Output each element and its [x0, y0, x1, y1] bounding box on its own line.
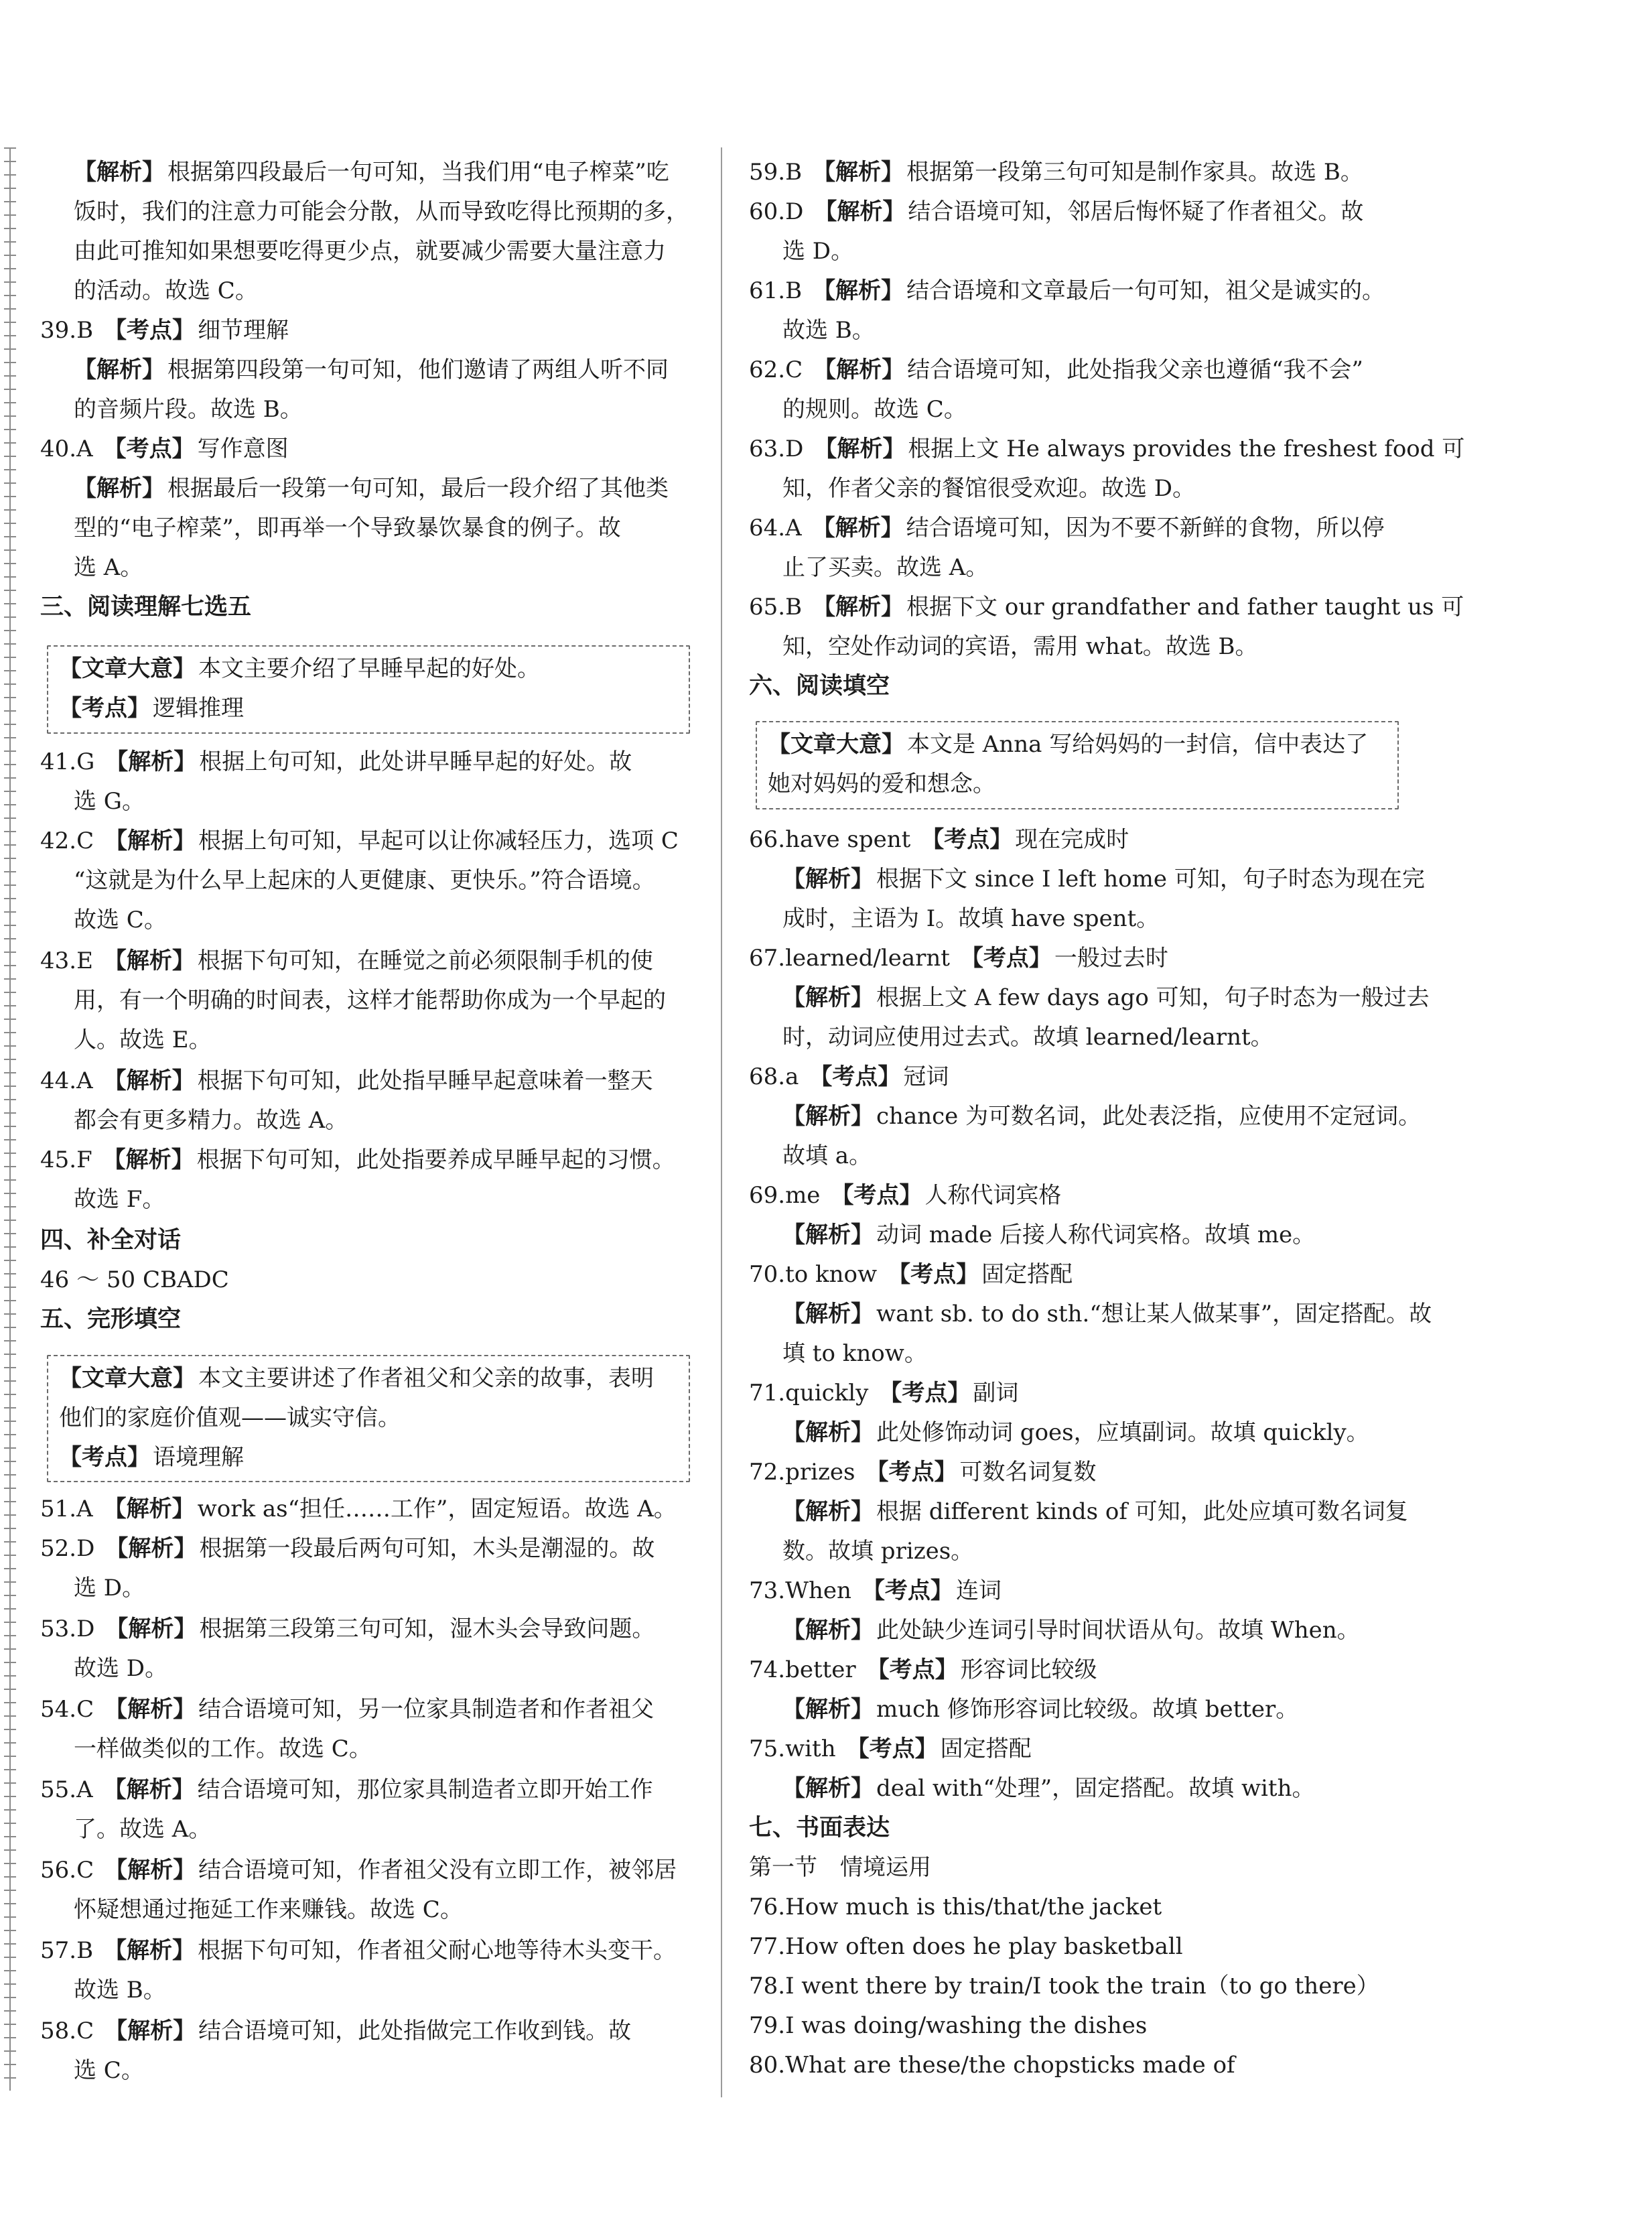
- question-60: 60.D 【解析】 结合语境可知，邻居后悔怀疑了作者祖父。故: [749, 198, 1364, 225]
- question-63: 63.D 【解析】 根据上文 He always provides the freshest food 可: [749, 436, 1465, 462]
- text-line: 填 to know。: [782, 1340, 927, 1367]
- margin-tick: [4, 952, 16, 953]
- margin-tick: [4, 1782, 16, 1784]
- question-74: 74.better 【考点】 形容词比较级: [749, 1656, 1097, 1683]
- margin-tick: [4, 1045, 16, 1047]
- margin-tick: [4, 1246, 16, 1248]
- question-58: 58.C 【解析】 结合语境可知，此处指做完工作收到钱。故: [40, 2018, 632, 2044]
- text-line: 怀疑想通过拖延工作来赚钱。故选 C。: [74, 1896, 463, 1923]
- text-line: 【解析】 根据上文 A few days ago 可知，句子时态为一般过去: [782, 984, 1430, 1011]
- text-line: 选 C。: [74, 2057, 144, 2084]
- text-line: 【解析】 much 修饰形容词比较级。故填 better。: [782, 1696, 1299, 1723]
- margin-tick: [4, 1689, 16, 1690]
- margin-tick: [4, 2037, 16, 2038]
- margin-tick: [4, 657, 16, 658]
- margin-tick: [4, 1220, 16, 1221]
- text-line: 人。故选 E。: [74, 1027, 212, 1053]
- text-line: 饭时，我们的注意力可能会分散，从而导致吃得比预期的多，: [74, 198, 689, 225]
- text-line: 知，空处作动词的宾语，需用 what。故选 B。: [782, 633, 1258, 660]
- margin-tick: [4, 1380, 16, 1382]
- margin-tick: [4, 1568, 16, 1569]
- margin-tick: [4, 965, 16, 966]
- margin-tick: [4, 1930, 16, 1931]
- margin-tick: [4, 1622, 16, 1623]
- margin-tick: [4, 817, 16, 819]
- text-line: 【解析】 此处缺少连词引导时间状语从句。故填 When。: [782, 1617, 1360, 1644]
- margin-tick: [4, 1139, 16, 1140]
- margin-tick: [4, 1943, 16, 1945]
- margin-tick: [4, 1702, 16, 1703]
- margin-tick: [4, 1300, 16, 1301]
- margin-tick: [4, 375, 16, 377]
- margin-tick: [4, 509, 16, 511]
- margin-tick: [4, 724, 16, 725]
- margin-tick: [4, 1863, 16, 1864]
- margin-tick: [4, 1273, 16, 1274]
- summary-box: [47, 1355, 690, 1482]
- margin-tick: [4, 1099, 16, 1100]
- question-52: 52.D 【解析】 根据第一段最后两句可知，木头是潮湿的。故: [40, 1535, 655, 1562]
- margin-tick: [4, 174, 16, 176]
- margin-tick: [4, 1849, 16, 1851]
- margin-tick: [4, 1434, 16, 1435]
- margin-tick: [4, 670, 16, 671]
- margin-tick: [4, 456, 16, 457]
- margin-tick: [4, 616, 16, 618]
- margin-tick: [4, 322, 16, 323]
- question-70: 70.to know 【考点】 固定搭配: [749, 1261, 1073, 1288]
- summary-box: [47, 645, 690, 734]
- margin-tick: [4, 442, 16, 444]
- margin-tick: [4, 750, 16, 752]
- text-line: 【解析】 此处修饰动词 goes，应填副词。故填 quickly。: [782, 1419, 1369, 1446]
- text-line: 她对妈妈的爱和想念。: [768, 771, 995, 797]
- question-59: 59.B 【解析】 根据第一段第三句可知是制作家具。故选 B。: [749, 159, 1363, 186]
- margin-tick: [4, 884, 16, 886]
- margin-tick: [4, 683, 16, 685]
- text-line: “这就是为什么早上起床的人更健康、更快乐。”符合语境。: [74, 867, 655, 894]
- text-line: 【解析】 根据下文 since I left home 可知，句子时态为现在完: [782, 866, 1425, 893]
- margin-tick: [4, 791, 16, 792]
- margin-tick: [4, 697, 16, 698]
- margin-tick: [4, 415, 16, 417]
- margin-tick: [4, 549, 16, 551]
- margin-tick: [4, 871, 16, 872]
- subsection-heading: 第一节 情境运用: [749, 1854, 931, 1881]
- margin-tick: [4, 2064, 16, 2065]
- margin-tick: [4, 831, 16, 832]
- margin-tick: [4, 1086, 16, 1087]
- answer-80: 80.What are these/the chopsticks made of: [749, 2052, 1235, 2079]
- margin-tick: [4, 764, 16, 765]
- margin-tick: [4, 523, 16, 524]
- margin-tick: [4, 214, 16, 216]
- margin-tick: [4, 1742, 16, 1744]
- question-55: 55.A 【解析】 结合语境可知，那位家具制造者立即开始工作: [40, 1776, 653, 1803]
- margin-tick: [4, 1501, 16, 1502]
- text-line: 【考点】 语境理解: [59, 1444, 244, 1471]
- margin-tick: [4, 563, 16, 564]
- question-75: 75.with 【考点】 固定搭配: [749, 1735, 1032, 1762]
- margin-tick: [4, 1313, 16, 1315]
- margin-tick: [4, 1608, 16, 1610]
- margin-tick: [4, 1769, 16, 1770]
- margin-tick: [4, 1179, 16, 1181]
- margin-tick: [4, 1474, 16, 1476]
- text-line: 知，作者父亲的餐馆很受欢迎。故选 D。: [782, 475, 1196, 502]
- margin-tick: [4, 188, 16, 189]
- margin-tick: [4, 1032, 16, 1033]
- margin-tick: [4, 1809, 16, 1811]
- margin-tick: [4, 1112, 16, 1114]
- text-line: 故选 B。: [782, 317, 875, 344]
- text-line: 时，动词应使用过去式。故填 learned/learnt。: [782, 1024, 1274, 1051]
- margin-tick: [4, 1327, 16, 1328]
- text-line: 【解析】 deal with“处理”，固定搭配。故填 with。: [782, 1775, 1315, 1802]
- text-line: 【解析】 根据第四段第一句可知，他们邀请了两组人听不同: [74, 356, 669, 383]
- margin-tick: [4, 1407, 16, 1408]
- margin-tick: [4, 1354, 16, 1355]
- text-line: 【文章大意】 本文是 Anna 写给妈妈的一封信，信中表达了: [768, 731, 1369, 758]
- question-68: 68.a 【考点】 冠词: [749, 1063, 949, 1090]
- margin-tick: [4, 1193, 16, 1194]
- question-41: 41.G 【解析】 根据上句可知，此处讲早睡早起的好处。故: [40, 748, 632, 775]
- text-line: 故填 a。: [782, 1142, 872, 1169]
- text-line: 【解析】 chance 为可数名词，此处表泛指，应使用不定冠词。: [782, 1103, 1422, 1130]
- answer-76: 76.How much is this/that/the jacket: [749, 1894, 1162, 1920]
- margin-tick: [4, 1581, 16, 1583]
- margin-tick: [4, 1729, 16, 1730]
- question-73: 73.When 【考点】 连词: [749, 1577, 1002, 1604]
- margin-tick: [4, 295, 16, 296]
- margin-tick: [4, 1260, 16, 1261]
- margin-tick: [4, 241, 16, 243]
- margin-tick: [4, 1675, 16, 1677]
- margin-tick: [4, 1206, 16, 1207]
- margin-tick: [4, 1555, 16, 1556]
- margin-tick: [4, 938, 16, 939]
- margin-tick: [4, 1662, 16, 1663]
- margin-tick: [4, 429, 16, 430]
- text-line: 【文章大意】 本文主要介绍了早睡早起的好处。: [59, 655, 540, 682]
- margin-tick: [4, 737, 16, 738]
- question-53: 53.D 【解析】 根据第三段第三句可知，湿木头会导致问题。: [40, 1616, 655, 1642]
- margin-tick: [4, 389, 16, 390]
- question-67: 67.learned/learnt 【考点】 一般过去时: [749, 945, 1168, 972]
- text-line: 【文章大意】 本文主要讲述了作者祖父和父亲的故事，表明: [59, 1365, 654, 1392]
- margin-tick: [4, 911, 16, 913]
- margin-tick: [4, 147, 16, 149]
- binding-margin-ticks: [4, 147, 16, 2091]
- margin-tick: [4, 898, 16, 899]
- margin-tick: [4, 590, 16, 591]
- margin-tick: [4, 281, 16, 283]
- text-line: 选 G。: [74, 788, 145, 815]
- text-line: 【解析】 根据最后一段第一句可知，最后一段介绍了其他类: [74, 475, 669, 502]
- margin-tick: [4, 1233, 16, 1234]
- margin-tick: [4, 1648, 16, 1650]
- text-line: 他们的家庭价值观——诚实守信。: [59, 1404, 401, 1431]
- margin-tick: [4, 603, 16, 604]
- margin-tick: [4, 1997, 16, 1998]
- section-heading: 七、书面表达: [749, 1815, 890, 1841]
- margin-tick: [4, 844, 16, 846]
- text-line: 选 A。: [74, 554, 143, 581]
- text-line: 【解析】 根据第四段最后一句可知，当我们用“电子榨菜”吃: [74, 159, 669, 186]
- margin-tick: [4, 2010, 16, 2012]
- margin-tick: [4, 1970, 16, 1971]
- text-line: 都会有更多精力。故选 A。: [74, 1107, 348, 1134]
- question-57: 57.B 【解析】 根据下句可知，作者祖父耐心地等待木头变干。: [40, 1937, 677, 1964]
- question-45: 45.F 【解析】 根据下句可知，此处指要养成早睡早起的习惯。: [40, 1146, 675, 1173]
- margin-tick: [4, 1421, 16, 1422]
- margin-tick: [4, 1823, 16, 1824]
- text-line: 的活动。故选 C。: [74, 277, 258, 304]
- margin-tick: [4, 335, 16, 336]
- margin-tick: [4, 1635, 16, 1636]
- margin-tick: [4, 1019, 16, 1020]
- margin-tick: [4, 1287, 16, 1288]
- margin-tick: [4, 201, 16, 202]
- margin-tick: [4, 710, 16, 712]
- question-40: 40.A 【考点】 写作意图: [40, 436, 289, 462]
- text-line: 选 D。: [782, 238, 854, 265]
- margin-tick: [4, 643, 16, 645]
- margin-tick: [4, 362, 16, 363]
- text-line: 【解析】 根据 different kinds of 可知，此处应填可数名词复: [782, 1498, 1408, 1525]
- answer-77: 77.How often does he play basketball: [749, 1933, 1183, 1960]
- margin-tick: [4, 2077, 16, 2079]
- margin-tick: [4, 576, 16, 578]
- margin-tick: [4, 1595, 16, 1596]
- margin-tick: [4, 1072, 16, 1073]
- margin-tick: [4, 1059, 16, 1060]
- margin-tick: [4, 1715, 16, 1717]
- question-71: 71.quickly 【考点】 副词: [749, 1380, 1019, 1406]
- text-line: 【考点】 逻辑推理: [59, 695, 244, 722]
- margin-tick: [4, 161, 16, 162]
- margin-tick: [4, 268, 16, 269]
- margin-tick: [4, 308, 16, 310]
- margin-tick: [4, 1126, 16, 1127]
- text-line: 数。故填 prizes。: [782, 1538, 974, 1565]
- answer-79: 79.I was doing/washing the dishes: [749, 2012, 1148, 2039]
- section-heading: 三、阅读理解七选五: [40, 594, 252, 620]
- question-54: 54.C 【解析】 结合语境可知，另一位家具制造者和作者祖父: [40, 1696, 655, 1723]
- margin-tick: [4, 1528, 16, 1529]
- question-64: 64.A 【解析】 结合语境可知，因为不要不新鲜的食物，所以停: [749, 515, 1385, 541]
- margin-tick: [4, 1541, 16, 1543]
- margin-tick: [4, 992, 16, 993]
- margin-tick: [4, 1394, 16, 1395]
- text-line: 用，有一个明确的时间表，这样才能帮助你成为一个早起的: [74, 987, 666, 1014]
- margin-tick: [4, 804, 16, 805]
- margin-tick: [4, 630, 16, 631]
- margin-tick: [4, 925, 16, 926]
- question-44: 44.A 【解析】 根据下句可知，此处指早睡早起意味着一整天: [40, 1067, 653, 1094]
- margin-tick: [4, 1890, 16, 1891]
- question-66: 66.have spent 【考点】 现在完成时: [749, 826, 1129, 853]
- column-divider: [721, 147, 722, 2097]
- margin-tick: [4, 402, 16, 403]
- question-72: 72.prizes 【考点】 可数名词复数: [749, 1459, 1097, 1486]
- question-62: 62.C 【解析】 结合语境可知，此处指我父亲也遵循“我不会”: [749, 356, 1363, 383]
- margin-tick: [4, 1836, 16, 1837]
- text-line: 故选 B。: [74, 1977, 166, 2004]
- question-61: 61.B 【解析】 结合语境和文章最后一句可知，祖父是诚实的。: [749, 277, 1385, 304]
- margin-tick: [4, 1756, 16, 1757]
- text-line: 故选 F。: [74, 1186, 165, 1213]
- margin-tick: [4, 228, 16, 229]
- answer-78: 78.I went there by train/I took the train（to go there）: [749, 1973, 1379, 2000]
- text-line: 成时，主语为 I。故填 have spent。: [782, 905, 1160, 932]
- text-line: 的规则。故选 C。: [782, 396, 967, 423]
- question-56: 56.C 【解析】 结合语境可知，作者祖父没有立即工作，被邻居: [40, 1857, 677, 1884]
- text-line: 选 D。: [74, 1575, 145, 1601]
- margin-tick: [4, 978, 16, 980]
- margin-tick: [4, 2024, 16, 2025]
- margin-tick: [4, 255, 16, 256]
- margin-tick: [4, 1514, 16, 1516]
- question-69: 69.me 【考点】 人称代词宾格: [749, 1182, 1062, 1209]
- margin-tick: [4, 496, 16, 497]
- section-heading: 四、补全对话: [40, 1227, 182, 1254]
- margin-tick: [4, 1916, 16, 1918]
- text-line: 由此可推知如果想要吃得更少点，就要减少需要大量注意力: [74, 238, 666, 265]
- text-line: 故选 D。: [74, 1655, 168, 1682]
- margin-tick: [4, 1957, 16, 1958]
- margin-tick: [4, 1166, 16, 1167]
- question-43: 43.E 【解析】 根据下句可知，在睡觉之前必须限制手机的使: [40, 947, 653, 974]
- margin-tick: [4, 1876, 16, 1878]
- summary-box: [756, 721, 1399, 809]
- section-heading: 五、完形填空: [40, 1306, 182, 1333]
- margin-tick: [4, 1153, 16, 1154]
- margin-tick: [4, 777, 16, 779]
- margin-tick: [4, 1340, 16, 1341]
- text-line: 故选 C。: [74, 907, 167, 933]
- margin-tick: [4, 858, 16, 859]
- question-65: 65.B 【解析】 根据下文 our grandfather and father taught us 可: [749, 594, 1464, 620]
- text-line: 止了买卖。故选 A。: [782, 554, 989, 581]
- margin-tick: [4, 1461, 16, 1462]
- margin-tick: [4, 1367, 16, 1368]
- margin-tick: [4, 348, 16, 350]
- margin-tick: [4, 1903, 16, 1904]
- margin-tick: [4, 1005, 16, 1006]
- margin-tick: [4, 1796, 16, 1797]
- text-line: 【解析】 动词 made 后接人称代词宾格。故填 me。: [782, 1222, 1316, 1248]
- margin-tick: [4, 469, 16, 470]
- margin-tick: [4, 2050, 16, 2052]
- question-42: 42.C 【解析】 根据上句可知，早起可以让你减轻压力，选项 C: [40, 828, 679, 854]
- section-heading: 六、阅读填空: [749, 673, 890, 700]
- margin-tick: [4, 482, 16, 484]
- text-line: 一样做类似的工作。故选 C。: [74, 1735, 372, 1762]
- margin-tick: [4, 1447, 16, 1449]
- question-51: 51.A 【解析】 work as“担任……工作”，固定短语。故选 A。: [40, 1496, 677, 1522]
- text-line: 了。故选 A。: [74, 1816, 212, 1843]
- margin-tick: [4, 1488, 16, 1489]
- text-line: 的音频片段。故选 B。: [74, 396, 303, 423]
- answer-46-50: 46 ～ 50 CBADC: [40, 1266, 229, 1293]
- margin-tick: [4, 536, 16, 537]
- text-line: 【解析】 want sb. to do sth.“想让某人做某事”，固定搭配。故: [782, 1301, 1432, 1327]
- margin-tick: [4, 1983, 16, 1985]
- question-39: 39.B 【考点】 细节理解: [40, 317, 289, 344]
- text-line: 型的“电子榨菜”，即再举一个导致暴饮暴食的例子。故: [74, 515, 621, 541]
